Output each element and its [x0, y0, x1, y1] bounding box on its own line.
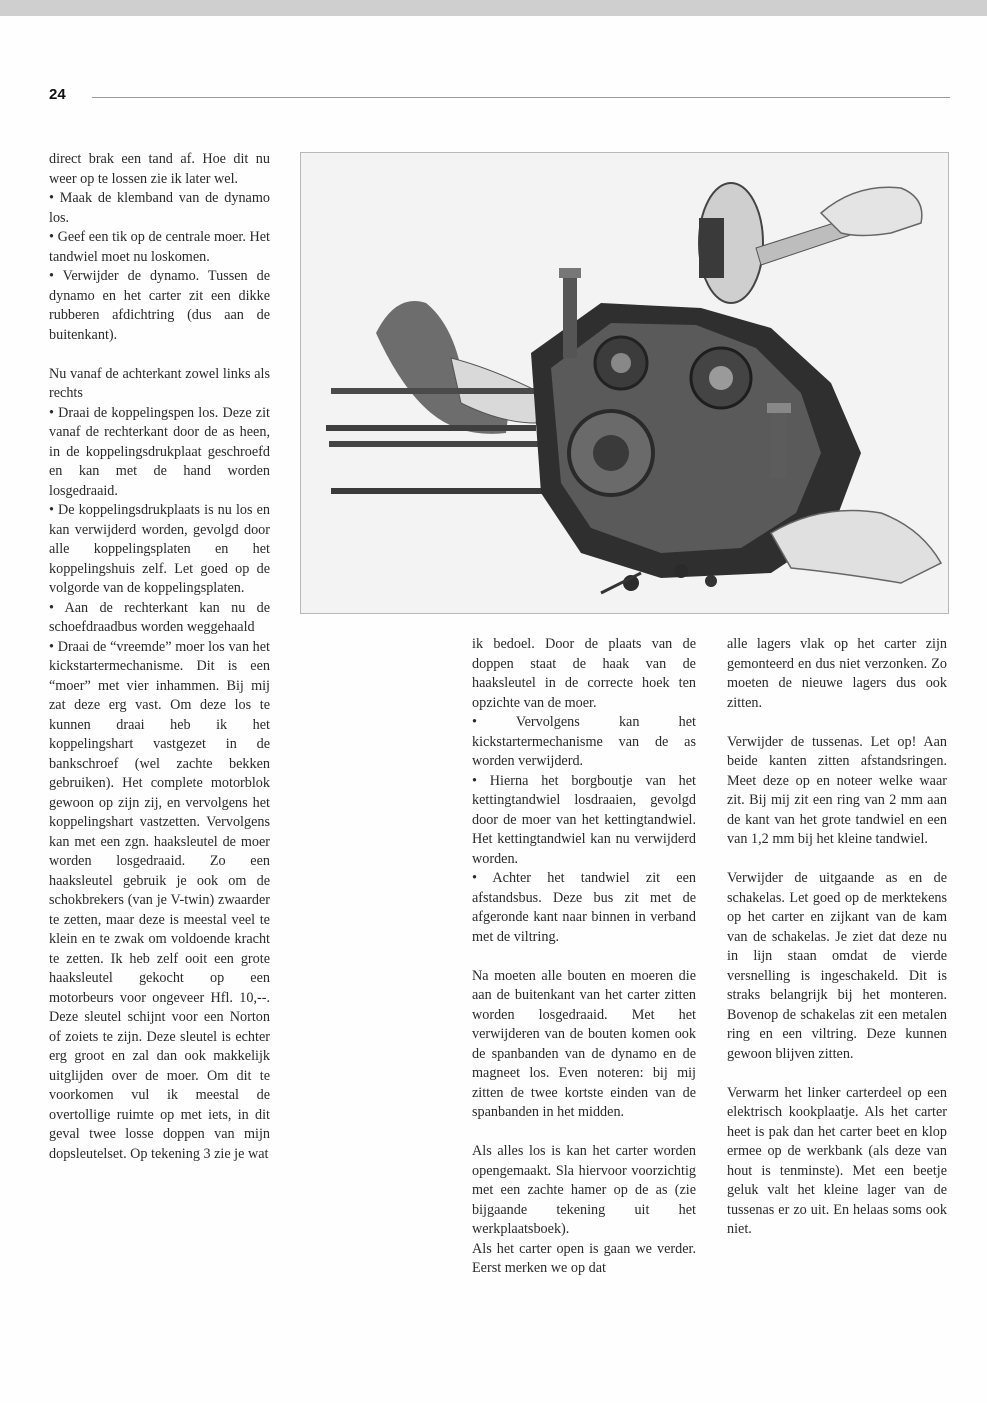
- bullet-paragraph: • Aan de rechterkant kan nu de schoefdraadbus worden weggehaald: [49, 599, 270, 635]
- paragraph: ik bedoel. Door de plaats van de doppen staat de haak van de haaksleutel in de correcte hoek ten opzichte van de moer.: [472, 636, 696, 711]
- paragraph: Verwijder de tussenas. Let op! Aan beide kanten zitten afstandsringen. Meet deze op en noteer welke waar zit. Bij mij zit een ring van 2 mm aan de kant van het grote tandwiel en een van 1,2 mm bij het kleine tandwiel.: [727, 733, 947, 847]
- page-number: 24: [49, 86, 66, 103]
- text-column-3: [727, 635, 947, 1240]
- bullet-paragraph: • Verwijder de dynamo. Tussen de dynamo en het carter zit een dikke rubberen afdichtring (dus aan de buitenkant).: [49, 268, 270, 343]
- paragraph: Als alles los is kan het carter worden opengemaakt. Sla hiervoor voorzichtig met een zachte hamer op de as (zie bijgaande tekening uit het werkplaatsboek).: [472, 1143, 696, 1237]
- engine-photo-illustration: [301, 153, 949, 614]
- paragraph: direct brak een tand af. Hoe dit nu weer op te lossen zie ik later wel.: [49, 151, 270, 187]
- paragraph: Nu vanaf de achterkant zowel links als rechts: [49, 365, 270, 401]
- bullet-paragraph: • Hierna het borgboutje van het kettingtandwiel losdraaien, gevolgd door de moer van het kettingtandwiel. Het kettingtandwiel kan nu verwijderd worden.: [472, 772, 696, 867]
- bullet-paragraph: • Draai de “vreemde” moer los van het kickstartermechanisme. Dit is een “moer” met vier inhammen. Bij mij zat deze erg vast. Om deze los te kunnen draai heb ik het koppelingshart vastgezet in de bankschroef (wel zachte bekken gebruiken). Het complete motorblok gewoon op zijn zij, en vervolgens het koppelingshart vastzetten. Vervolgens kan met een zgn. haaksleutel de moer worden losgedraaid. Zo een haaksleutel gebruik je ook om de schokbrekers (van je V-twin) zwaarder te zetten, maar deze is meestal veel te klein en te zwak om voldoende kracht te zetten. Ik heb zelf ooit een grote haaksleutel gekocht op een motorbeurs voor ongeveer Hfl. 10,--. Deze sleutel schijnt voor een Norton of zoiets te zijn. Deze sleutel is echter erg groot en zal dan ook makkelijk uitglijden over de moer. Om dit te voorkomen vul ik meestal de overtollige ruimte op met iets, in dit geval twee losse doppen van mijn dopsleutelset. Op tekening 3 zie je wat: [49, 638, 270, 1162]
- text-column-1: [49, 150, 270, 1164]
- header-rule: [92, 97, 950, 98]
- paragraph: Als het carter open is gaan we verder. Eerst merken we op dat: [472, 1240, 696, 1276]
- bullet-paragraph: • Achter het tandwiel zit een afstandsbus. Deze bus zit met de afgeronde kant naar binnen in verband met de viltring.: [472, 870, 696, 945]
- paragraph: Verwijder de uitgaande as en de schakelas. Let goed op de merktekens op het carter en zijkant van de kam van de schakelas. Je ziet dat deze nu in lijn staan omdat de vierde versnelling is ingeschakeld. Dit is straks belangrijk bij het monteren. Bovenop de schakelas zit een metalen ring en een viltring. Deze kunnen gewoon blijven zitten.: [727, 870, 947, 1062]
- bullet-paragraph: • Draai de koppelingspen los. Deze zit vanaf de rechterkant door de as heen, in de koppelingsdrukplaat geschroefd en kan met de hand worden losgedraaid.: [49, 404, 270, 499]
- text-column-2: [472, 635, 696, 1279]
- engine-photo: [300, 152, 949, 614]
- paragraph: alle lagers vlak op het carter zijn gemonteerd en dus niet verzonken. Zo moeten de nieuwe lagers dus ook zitten.: [727, 636, 947, 711]
- bullet-paragraph: • Maak de klemband van de dynamo los.: [49, 190, 270, 226]
- bullet-paragraph: • Vervolgens kan het kickstartermechanisme van de as worden verwijderd.: [472, 714, 696, 769]
- bullet-paragraph: • Geef een tik op de centrale moer. Het tandwiel moet nu loskomen.: [49, 229, 270, 265]
- top-edge-bar: [0, 0, 987, 16]
- paragraph: Na moeten alle bouten en moeren die aan de buitenkant van het carter zitten worden losgedraaid. Met het verwijderen van de bouten komen ook de spanbanden van de dynamo en de magneet los. Even noteren: bij mij zitten de twee kortste einden van de spanbanden in het midden.: [472, 967, 696, 1120]
- paragraph: Verwarm het linker carterdeel op een elektrisch kookplaatje. Als het carter heet is pak dan het carter beet en klop ermee op de werkbank (als deze van hout is tenminste). Met een beetje geluk valt het kleine lager van de tussenas er zo uit. En helaas soms ook niet.: [727, 1084, 947, 1237]
- bullet-paragraph: • De koppelingsdrukplaats is nu los en kan verwijderd worden, gevolgd door alle koppelingsplaten en het koppelingshuis zelf. Let goed op de volgorde van de koppelingsplaten.: [49, 502, 270, 596]
